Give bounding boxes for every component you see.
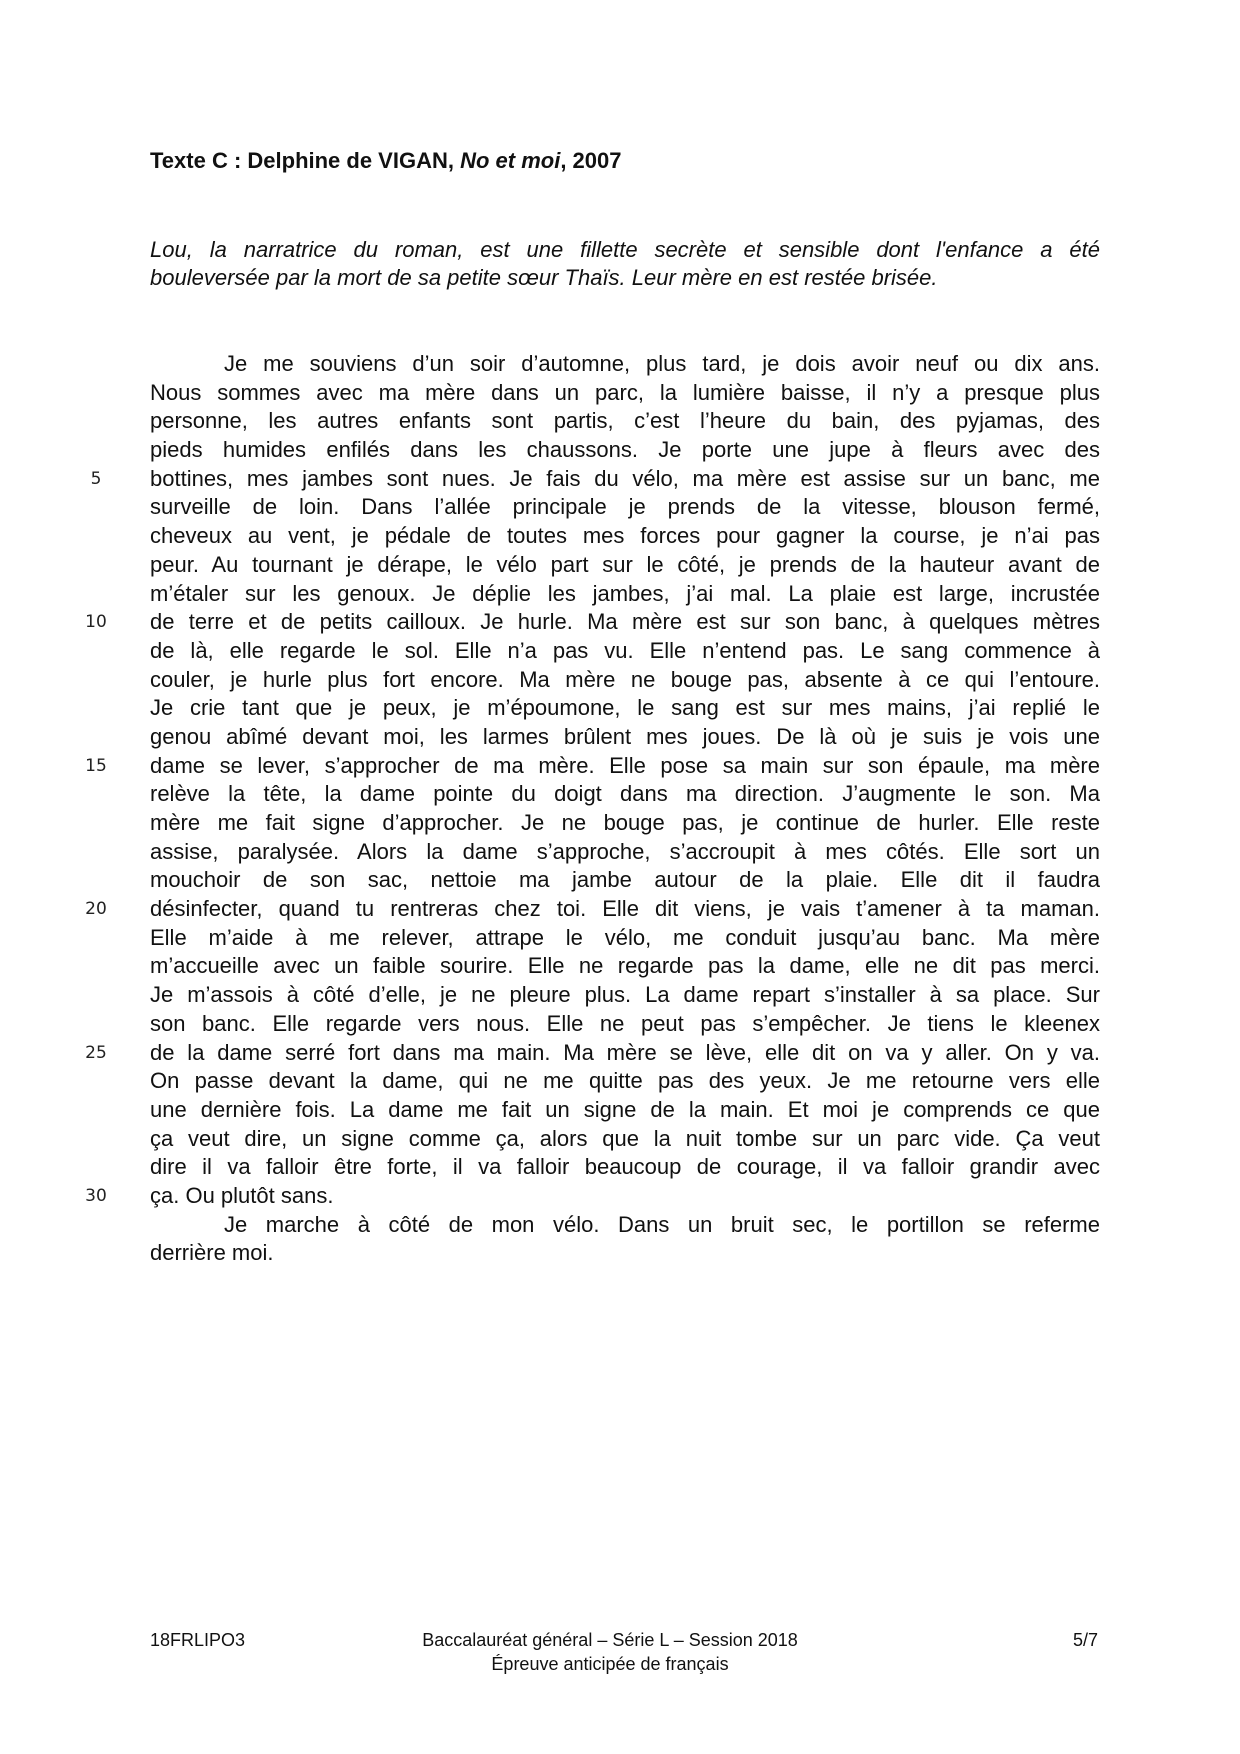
text-line: pieds humides enfilés dans les chaussons. Je porte une jupe à fleurs avec des bbox=[150, 437, 1100, 463]
exam-line-1: Baccalauréat général – Série L – Session 2018 bbox=[422, 1630, 798, 1650]
text-line: surveille de loin. Dans l’allée principale je prends de la vitesse, blouson fermé, bbox=[150, 494, 1100, 520]
line-number: 5 bbox=[90, 468, 102, 489]
exam-code: 18FRLIPO3 bbox=[150, 1630, 246, 1650]
text-line: Nous sommes avec ma mère dans un parc, la lumière baisse, il n’y a presque plus bbox=[150, 379, 1100, 405]
text-line: 15 dame se lever, s’approcher de ma mère. Elle pose sa main sur son épaule, ma mère bbox=[150, 752, 1100, 781]
document-title bbox=[150, 148, 622, 174]
text-line: 25 de la dame serré fort dans ma main. Ma mère se lève, elle dit on va y aller. On y va. bbox=[150, 1039, 1100, 1068]
text-line: On passe devant la dame, qui ne me quitte pas des yeux. Je me retourne vers elle bbox=[150, 1068, 1100, 1094]
text-line: 10 de terre et de petits cailloux. Je hurle. Ma mère est sur son banc, à quelques mètres bbox=[150, 608, 1100, 637]
text-line: couler, je hurle plus fort encore. Ma mère ne bouge pas, absente à ce qui l’entoure. bbox=[150, 666, 1100, 692]
text-line: Je crie tant que je peux, je m’époumone, le sang est sur mes mains, j’ai replié le bbox=[150, 695, 1100, 721]
text-line: cheveux au vent, je pédale de toutes mes forces pour gagner la course, je n’ai pas bbox=[150, 523, 1100, 549]
text-line: une dernière fois. La dame me fait un signe de la main. Et moi je comprends ce que bbox=[150, 1096, 1100, 1122]
text-line: peur. Au tournant je dérape, le vélo part sur le côté, je prends de la hauteur avant de bbox=[150, 551, 1100, 577]
text-line: Je m’assois à côté d’elle, je ne pleure plus. La dame repart s’installer à sa place. Sur bbox=[150, 982, 1100, 1008]
line-number: 20 bbox=[85, 899, 107, 920]
line-number: 10 bbox=[85, 612, 107, 633]
text-line: derrière moi. bbox=[150, 1240, 274, 1266]
excerpt-text bbox=[85, 350, 1100, 1268]
text-line: personne, les autres enfants sont partis, c’est l’heure du bain, des pyjamas, des bbox=[150, 408, 1100, 434]
exam-info bbox=[400, 1628, 820, 1676]
exam-line-2: Épreuve anticipée de français bbox=[491, 1654, 729, 1674]
text-line: ça veut dire, un signe comme ça, alors que la nuit tombe sur un parc vide. Ça veut bbox=[150, 1125, 1100, 1151]
title-prefix: Texte C : Delphine de VIGAN, bbox=[150, 148, 461, 173]
text-line: son banc. Elle regarde vers nous. Elle ne peut pas s’empêcher. Je tiens le kleenex bbox=[150, 1010, 1100, 1036]
text-line: de là, elle regarde le sol. Elle n’a pas vu. Elle n’entend pas. Le sang commence à bbox=[150, 637, 1100, 663]
title-suffix: , 2007 bbox=[560, 148, 622, 173]
intro-paragraph bbox=[150, 236, 1100, 292]
text-line: 5 bottines, mes jambes sont nues. Je fais du vélo, ma mère est assise sur un banc, me bbox=[150, 465, 1100, 494]
title-work: No et moi bbox=[460, 148, 561, 173]
line-number: 30 bbox=[85, 1185, 107, 1206]
text-line: m’étaler sur les genoux. Je déplie les jambes, j’ai mal. La plaie est large, incrustée bbox=[150, 580, 1100, 606]
text-line: relève la tête, la dame pointe du doigt dans ma direction. J’augmente le son. Ma bbox=[150, 781, 1100, 807]
text-line: assise, paralysée. Alors la dame s’approche, s’accroupit à mes côtés. Elle sort un bbox=[150, 838, 1100, 864]
page-number: 5/7 bbox=[1072, 1630, 1098, 1650]
text-line: m’accueille avec un faible sourire. Elle ne regarde pas la dame, elle ne dit pas merci. bbox=[150, 953, 1100, 979]
text-line: Elle m’aide à me relever, attrape le vélo, me conduit jusqu’au banc. Ma mère bbox=[150, 924, 1100, 950]
line-number: 25 bbox=[85, 1042, 107, 1063]
text-line: mouchoir de son sac, nettoie ma jambe autour de la plaie. Elle dit il faudra bbox=[150, 867, 1100, 893]
text-line: 20 désinfecter, quand tu rentreras chez toi. Elle dit viens, je vais t’amener à ta maman. bbox=[150, 895, 1100, 924]
intro-line: Lou, la narratrice du roman, est une fillette secrète et sensible dont l'enfance a été bbox=[150, 237, 1100, 262]
text-line: genou abîmé devant moi, les larmes brûlent mes joues. De là où je suis je vois une bbox=[150, 723, 1100, 749]
text-line: Je marche à côté de mon vélo. Dans un bruit sec, le portillon se referme bbox=[224, 1211, 1100, 1237]
text-line: Je me souviens d’un soir d’automne, plus tard, je dois avoir neuf ou dix ans. bbox=[224, 351, 1100, 376]
text-line: mère me fait signe d’approcher. Je ne bouge pas, je continue de hurler. Elle reste bbox=[150, 810, 1100, 835]
text-line: dire il va falloir être forte, il va falloir beaucoup de courage, il va falloir grandir avec bbox=[150, 1154, 1100, 1180]
line-number: 15 bbox=[85, 755, 107, 776]
text-line: 30 ça. Ou plutôt sans. bbox=[150, 1182, 1100, 1211]
intro-line: bouleversée par la mort de sa petite sœur Thaïs. Leur mère en est restée brisée. bbox=[150, 265, 938, 290]
